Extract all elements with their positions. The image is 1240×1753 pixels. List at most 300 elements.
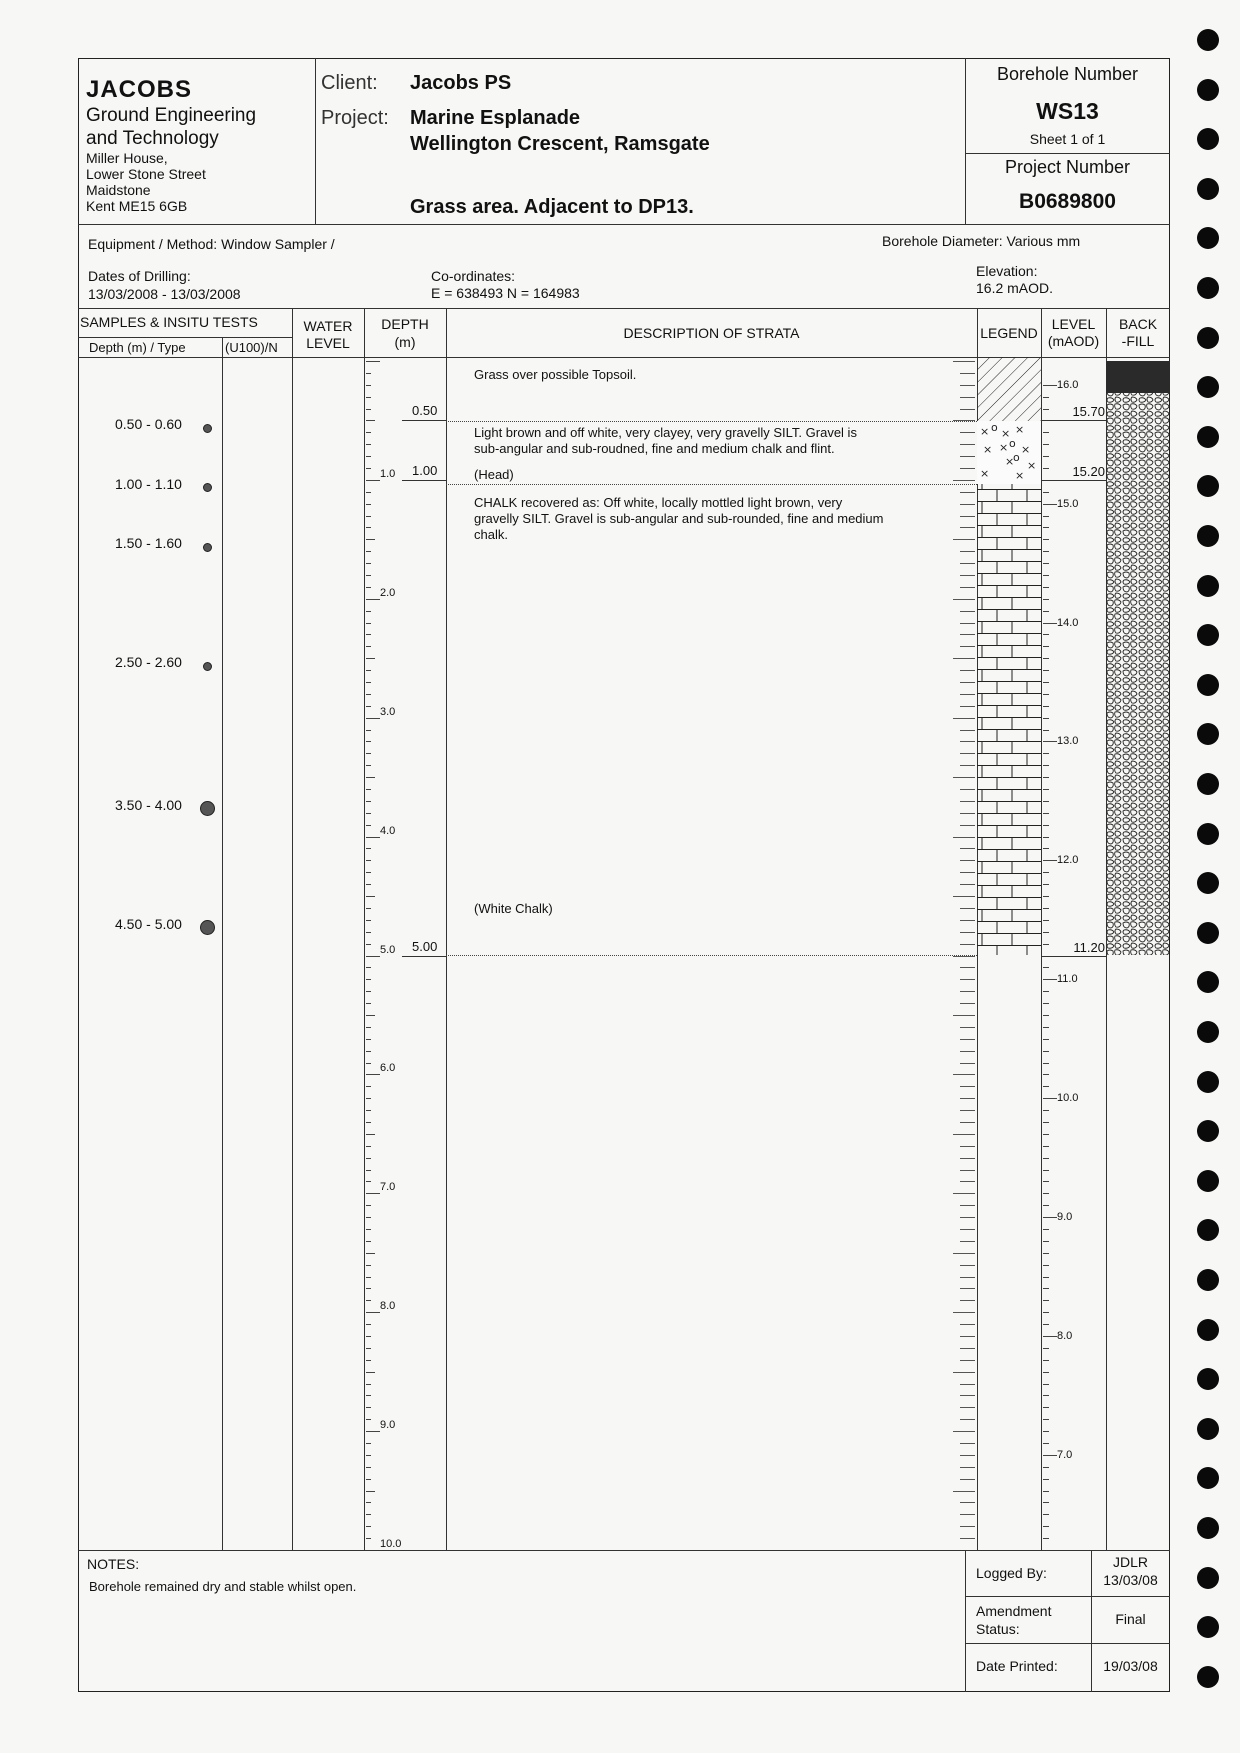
binder-hole bbox=[1197, 872, 1219, 894]
logged-date: 13/03/08 bbox=[1103, 1572, 1158, 1588]
column-line bbox=[364, 308, 365, 1550]
depth-tick bbox=[366, 1395, 371, 1396]
binder-hole bbox=[1197, 1021, 1219, 1043]
binder-hole bbox=[1197, 773, 1219, 795]
level-tick bbox=[1043, 563, 1049, 564]
stratum-description: Grass over possible Topsoil. bbox=[474, 367, 637, 382]
depth-tick bbox=[366, 658, 375, 659]
depth-tick bbox=[366, 1526, 371, 1527]
depth-tick bbox=[366, 706, 371, 707]
depth-tick bbox=[366, 944, 371, 945]
depth-tick bbox=[366, 837, 380, 838]
legend-tick bbox=[953, 718, 975, 719]
level-tick bbox=[1043, 1336, 1057, 1337]
legend-tick bbox=[960, 646, 975, 647]
divider bbox=[965, 153, 1170, 154]
svg-text:×: × bbox=[999, 441, 1009, 454]
level-tick bbox=[1043, 1134, 1049, 1135]
sample-depth: 0.50 - 0.60 bbox=[115, 416, 182, 433]
level-tick bbox=[1043, 634, 1049, 635]
depth-tick bbox=[366, 789, 371, 790]
level-tick bbox=[1043, 599, 1049, 600]
svg-text:o: o bbox=[1013, 451, 1020, 464]
binder-hole bbox=[1197, 79, 1219, 101]
legend-tick bbox=[960, 944, 975, 945]
coordinates-label: Co-ordinates: bbox=[431, 268, 516, 284]
level-header: LEVEL bbox=[1051, 316, 1096, 332]
legend-tick bbox=[960, 397, 975, 398]
depth-tick bbox=[366, 1467, 371, 1468]
depth-type-header: Depth (m) / Type bbox=[89, 340, 186, 355]
legend-tick bbox=[960, 1324, 975, 1325]
legend-tick bbox=[960, 694, 975, 695]
dates-label: Dates of Drilling: bbox=[88, 268, 191, 284]
binder-hole bbox=[1197, 823, 1219, 845]
level-header: (mAOD) bbox=[1047, 333, 1100, 349]
legend-tick bbox=[960, 848, 975, 849]
binder-hole bbox=[1197, 1517, 1219, 1539]
level-tick bbox=[1043, 1419, 1049, 1420]
legend-tick bbox=[960, 801, 975, 802]
level-tick bbox=[1043, 1526, 1049, 1527]
legend-tick bbox=[953, 361, 975, 362]
divider bbox=[965, 1643, 1170, 1644]
depth-tick bbox=[366, 1372, 375, 1373]
depth-tick bbox=[366, 979, 371, 980]
legend-tick bbox=[960, 789, 975, 790]
level-scale-label: 7.0 bbox=[1057, 1448, 1073, 1461]
borehole-diameter: Borehole Diameter: Various mm bbox=[882, 233, 1081, 249]
client-name: Jacobs PS bbox=[410, 72, 512, 94]
depth-tick bbox=[366, 1419, 371, 1420]
svg-text:×: × bbox=[1021, 443, 1031, 456]
amendment-status: Final bbox=[1115, 1611, 1146, 1627]
level-tick bbox=[1043, 1288, 1049, 1289]
level-tick bbox=[1043, 777, 1049, 778]
sample-depth: 1.00 - 1.10 bbox=[115, 475, 182, 492]
legend-tick bbox=[960, 527, 975, 528]
legend-tick bbox=[960, 765, 975, 766]
level-tick bbox=[1043, 1051, 1049, 1052]
depth-tick bbox=[366, 361, 380, 362]
level-scale-label: 8.0 bbox=[1057, 1329, 1073, 1342]
depth-tick bbox=[366, 1158, 371, 1159]
stratum-depth-line bbox=[402, 480, 446, 481]
legend-tick bbox=[960, 872, 975, 873]
binder-hole bbox=[1197, 1269, 1219, 1291]
legend-tick bbox=[960, 373, 975, 374]
depth-tick bbox=[366, 1205, 371, 1206]
project-site: Wellington Crescent, Ramsgate bbox=[410, 133, 710, 155]
legend-tick bbox=[960, 1158, 975, 1159]
level-tick bbox=[1043, 967, 1049, 968]
legend-tick bbox=[960, 1514, 975, 1515]
legend-tick bbox=[960, 1300, 975, 1301]
legend-tick bbox=[960, 1419, 975, 1420]
divider bbox=[78, 224, 1170, 225]
legend-tick bbox=[960, 587, 975, 588]
legend-tick bbox=[953, 1372, 975, 1373]
legend-tick bbox=[960, 444, 975, 445]
depth-tick bbox=[366, 932, 371, 933]
level-tick bbox=[1043, 741, 1057, 742]
legend-tick bbox=[960, 575, 975, 576]
level-tick bbox=[1043, 1003, 1049, 1004]
legend-tick bbox=[960, 1348, 975, 1349]
legend-tick bbox=[960, 551, 975, 552]
legend-tick bbox=[960, 468, 975, 469]
legend-tick bbox=[960, 825, 975, 826]
legend-tick bbox=[960, 1146, 975, 1147]
level-tick bbox=[1043, 706, 1049, 707]
legend-tick bbox=[960, 1181, 975, 1182]
chalk-pattern bbox=[977, 484, 1041, 955]
legend-tick bbox=[960, 1502, 975, 1503]
level-scale-label: 11.0 bbox=[1057, 973, 1078, 986]
stratum-level-line bbox=[1041, 420, 1106, 421]
level-tick bbox=[1043, 1098, 1057, 1099]
level-tick bbox=[1043, 516, 1049, 517]
svg-text:×: × bbox=[980, 425, 990, 438]
stratum-level: 11.20 bbox=[1073, 939, 1105, 955]
depth-tick bbox=[366, 1039, 371, 1040]
divider bbox=[965, 1550, 966, 1692]
depth-tick bbox=[366, 527, 371, 528]
svg-text:o: o bbox=[991, 421, 998, 434]
legend-tick bbox=[960, 1003, 975, 1004]
depth-tick bbox=[366, 956, 380, 957]
divider bbox=[78, 337, 292, 338]
level-tick bbox=[1043, 1074, 1049, 1075]
level-tick bbox=[1043, 1027, 1049, 1028]
svg-text:×: × bbox=[1015, 469, 1025, 482]
legend-tick bbox=[960, 1538, 975, 1539]
legend-tick bbox=[953, 1491, 975, 1492]
depth-tick bbox=[366, 872, 371, 873]
strata-boundary bbox=[446, 955, 977, 956]
sample-marker bbox=[203, 424, 212, 433]
divider bbox=[315, 58, 316, 224]
depth-tick bbox=[366, 1277, 371, 1278]
depth-tick bbox=[366, 920, 371, 921]
depth-tick bbox=[366, 1384, 371, 1385]
level-tick bbox=[1043, 1039, 1049, 1040]
notes-text: Borehole remained dry and stable whilst open. bbox=[89, 1579, 357, 1594]
depth-scale-label: 3.0 bbox=[380, 705, 396, 718]
stratum-description: (Head) bbox=[474, 467, 514, 482]
level-tick bbox=[1043, 670, 1049, 671]
depth-tick bbox=[366, 492, 371, 493]
legend-tick bbox=[960, 1360, 975, 1361]
level-tick bbox=[1043, 789, 1049, 790]
legend-tick bbox=[960, 1407, 975, 1408]
depth-tick bbox=[366, 1348, 371, 1349]
level-tick bbox=[1043, 575, 1049, 576]
sample-depth: 3.50 - 4.00 bbox=[115, 796, 182, 813]
depth-tick bbox=[366, 1241, 371, 1242]
svg-text:×: × bbox=[1005, 455, 1015, 468]
depth-tick bbox=[366, 1538, 371, 1539]
legend-tick bbox=[953, 658, 975, 659]
stratum-depth-line bbox=[402, 956, 446, 957]
depth-tick bbox=[366, 991, 371, 992]
legend-tick bbox=[960, 1336, 975, 1337]
stratum-level-line bbox=[1041, 480, 1106, 481]
level-tick bbox=[1043, 1384, 1049, 1385]
level-tick bbox=[1043, 1324, 1049, 1325]
level-tick bbox=[1043, 1110, 1049, 1111]
divider bbox=[78, 308, 1170, 309]
svg-text:×: × bbox=[980, 467, 990, 480]
divider bbox=[965, 1596, 1170, 1597]
depth-tick bbox=[366, 1265, 371, 1266]
legend-tick bbox=[960, 908, 975, 909]
level-tick bbox=[1043, 1467, 1049, 1468]
date-printed-label: Date Printed: bbox=[976, 1658, 1058, 1674]
stratum-level-line bbox=[1041, 956, 1106, 957]
company-division: and Technology bbox=[86, 128, 219, 149]
legend-tick bbox=[953, 1015, 975, 1016]
legend-tick bbox=[953, 1253, 975, 1254]
legend-tick bbox=[960, 1217, 975, 1218]
level-scale-label: 9.0 bbox=[1057, 1211, 1073, 1224]
depth-tick bbox=[366, 373, 371, 374]
backfill-header: -FILL bbox=[1121, 333, 1155, 349]
binder-hole bbox=[1197, 227, 1219, 249]
legend-tick bbox=[953, 956, 975, 957]
column-line bbox=[1041, 308, 1042, 1550]
level-tick bbox=[1043, 1181, 1049, 1182]
legend-tick bbox=[960, 1395, 975, 1396]
depth-tick bbox=[366, 1312, 380, 1313]
level-tick bbox=[1043, 1455, 1057, 1456]
depth-tick bbox=[366, 1051, 371, 1052]
level-tick bbox=[1043, 1395, 1049, 1396]
level-tick bbox=[1043, 718, 1049, 719]
depth-tick bbox=[366, 1491, 375, 1492]
legend-tick bbox=[960, 813, 975, 814]
sample-marker bbox=[203, 662, 212, 671]
legend-tick bbox=[960, 1265, 975, 1266]
svg-text:×: × bbox=[1027, 459, 1037, 472]
date-printed: 19/03/08 bbox=[1103, 1658, 1158, 1674]
legend-tick bbox=[960, 1205, 975, 1206]
level-tick bbox=[1043, 932, 1049, 933]
depth-tick bbox=[366, 551, 371, 552]
binder-hole bbox=[1197, 674, 1219, 696]
legend-tick bbox=[960, 634, 975, 635]
svg-text:×: × bbox=[1015, 423, 1025, 436]
legend-tick bbox=[960, 920, 975, 921]
company-logo: JACOBS bbox=[86, 76, 193, 103]
legend-tick bbox=[953, 539, 975, 540]
legend-tick bbox=[960, 706, 975, 707]
depth-tick bbox=[366, 801, 371, 802]
level-tick bbox=[1043, 730, 1049, 731]
binder-hole bbox=[1197, 1368, 1219, 1390]
legend-tick bbox=[960, 409, 975, 410]
legend-tick bbox=[960, 1098, 975, 1099]
level-tick bbox=[1043, 646, 1049, 647]
legend-tick bbox=[960, 1443, 975, 1444]
depth-tick bbox=[366, 896, 375, 897]
binder-hole bbox=[1197, 475, 1219, 497]
level-tick bbox=[1043, 1491, 1049, 1492]
depth-tick bbox=[366, 730, 371, 731]
u100-header: (U100)/N bbox=[225, 340, 278, 355]
legend-tick bbox=[960, 741, 975, 742]
legend-tick bbox=[960, 1086, 975, 1087]
level-tick bbox=[1043, 1265, 1049, 1266]
sample-marker bbox=[203, 543, 212, 552]
divider bbox=[78, 1550, 1170, 1551]
stratum-description: sub-angular and sub-roudned, fine and medium chalk and flint. bbox=[474, 441, 835, 456]
level-tick bbox=[1043, 1086, 1049, 1087]
legend-tick bbox=[960, 991, 975, 992]
level-tick bbox=[1043, 682, 1049, 683]
stratum-description: CHALK recovered as: Off white, locally mottled light brown, very bbox=[474, 495, 843, 510]
legend-tick bbox=[953, 599, 975, 600]
sheet-count: Sheet 1 of 1 bbox=[1029, 131, 1106, 147]
level-tick bbox=[1043, 837, 1049, 838]
level-tick bbox=[1043, 1170, 1049, 1171]
level-tick bbox=[1043, 1431, 1049, 1432]
stratum-description: gravelly SILT. Gravel is sub-angular and sub-rounded, fine and medium bbox=[474, 511, 884, 526]
binder-hole bbox=[1197, 178, 1219, 200]
depth-tick bbox=[366, 1122, 371, 1123]
legend-tick bbox=[960, 1039, 975, 1040]
level-tick bbox=[1043, 1205, 1049, 1206]
stratum-depth: 0.50 bbox=[412, 403, 438, 419]
depth-tick bbox=[366, 1502, 371, 1503]
legend-tick bbox=[960, 1467, 975, 1468]
sample-marker bbox=[203, 483, 212, 492]
depth-tick bbox=[366, 1455, 371, 1456]
project-label: Project: bbox=[321, 107, 389, 129]
depth-tick bbox=[366, 611, 371, 612]
legend-tick bbox=[960, 456, 975, 457]
legend-tick bbox=[960, 1288, 975, 1289]
level-tick bbox=[1043, 979, 1057, 980]
level-scale-label: 16.0 bbox=[1057, 378, 1079, 391]
depth-tick bbox=[366, 777, 375, 778]
level-tick bbox=[1043, 611, 1049, 612]
svg-text:×: × bbox=[983, 443, 993, 456]
level-tick bbox=[1043, 539, 1049, 540]
legend-tick bbox=[953, 480, 975, 481]
depth-tick bbox=[366, 1514, 371, 1515]
level-tick bbox=[1043, 1063, 1049, 1064]
binder-hole bbox=[1197, 1120, 1219, 1142]
level-tick bbox=[1043, 753, 1049, 754]
level-tick bbox=[1043, 1407, 1049, 1408]
svg-text:o: o bbox=[1009, 437, 1016, 450]
level-tick bbox=[1043, 1479, 1049, 1480]
legend-tick bbox=[960, 432, 975, 433]
level-tick bbox=[1043, 944, 1049, 945]
strata-boundary bbox=[446, 421, 977, 422]
legend-tick bbox=[960, 670, 975, 671]
binder-hole bbox=[1197, 723, 1219, 745]
depth-tick bbox=[366, 1110, 371, 1111]
depth-tick bbox=[366, 1229, 371, 1230]
column-line bbox=[292, 308, 293, 1550]
level-tick bbox=[1043, 587, 1049, 588]
amendment-label: Status: bbox=[976, 1621, 1020, 1637]
depth-tick bbox=[366, 432, 371, 433]
borehole-location: Grass area. Adjacent to DP13. bbox=[410, 196, 694, 218]
depth-header: DEPTH bbox=[381, 316, 429, 332]
depth-tick bbox=[366, 420, 375, 421]
depth-tick bbox=[366, 1407, 371, 1408]
depth-tick bbox=[366, 1146, 371, 1147]
depth-tick bbox=[366, 599, 380, 600]
depth-scale-label: 5.0 bbox=[380, 943, 396, 956]
depth-tick bbox=[366, 1217, 371, 1218]
binder-hole bbox=[1197, 575, 1219, 597]
depth-scale-label: 2.0 bbox=[380, 586, 396, 599]
legend-tick bbox=[953, 837, 975, 838]
depth-tick bbox=[366, 385, 371, 386]
legend-tick bbox=[960, 967, 975, 968]
depth-scale-label: 6.0 bbox=[380, 1062, 396, 1075]
depth-tick bbox=[366, 456, 371, 457]
depth-tick bbox=[366, 634, 371, 635]
stratum-description: chalk. bbox=[474, 527, 508, 542]
binder-hole bbox=[1197, 1567, 1219, 1589]
depth-tick bbox=[366, 860, 371, 861]
depth-tick bbox=[366, 1134, 375, 1135]
legend-tick bbox=[960, 492, 975, 493]
level-scale-label: 10.0 bbox=[1057, 1092, 1079, 1105]
depth-tick bbox=[366, 397, 371, 398]
depth-scale-label: 7.0 bbox=[380, 1181, 396, 1194]
legend-tick bbox=[960, 682, 975, 683]
level-tick bbox=[1043, 991, 1049, 992]
binder-hole bbox=[1197, 624, 1219, 646]
depth-tick bbox=[366, 587, 371, 588]
level-scale-label: 12.0 bbox=[1057, 854, 1079, 867]
depth-tick bbox=[366, 504, 371, 505]
depth-scale-label: 4.0 bbox=[380, 824, 396, 837]
level-tick bbox=[1043, 456, 1049, 457]
level-tick bbox=[1043, 551, 1049, 552]
legend-tick bbox=[960, 1229, 975, 1230]
level-tick bbox=[1043, 468, 1049, 469]
coordinates: E = 638493 N = 164983 bbox=[431, 285, 580, 301]
level-tick bbox=[1043, 1122, 1049, 1123]
depth-header: (m) bbox=[394, 334, 416, 350]
sample-depth: 4.50 - 5.00 bbox=[115, 915, 182, 932]
level-tick bbox=[1043, 1300, 1049, 1301]
samples-header: SAMPLES & INSITU TESTS bbox=[80, 314, 258, 330]
legend-tick bbox=[960, 1051, 975, 1052]
legend-tick bbox=[960, 516, 975, 517]
description-header: DESCRIPTION OF STRATA bbox=[623, 325, 800, 341]
company-division: Ground Engineering bbox=[86, 105, 257, 126]
binder-hole bbox=[1197, 971, 1219, 993]
strata-legend bbox=[977, 357, 1041, 957]
level-tick bbox=[1043, 1360, 1049, 1361]
level-tick bbox=[1043, 1217, 1057, 1218]
depth-tick bbox=[366, 539, 375, 540]
level-tick bbox=[1043, 444, 1049, 445]
legend-tick bbox=[960, 884, 975, 885]
depth-tick bbox=[366, 623, 371, 624]
depth-tick bbox=[366, 444, 371, 445]
legend-tick bbox=[953, 1312, 975, 1313]
level-scale-label: 15.0 bbox=[1057, 497, 1079, 510]
